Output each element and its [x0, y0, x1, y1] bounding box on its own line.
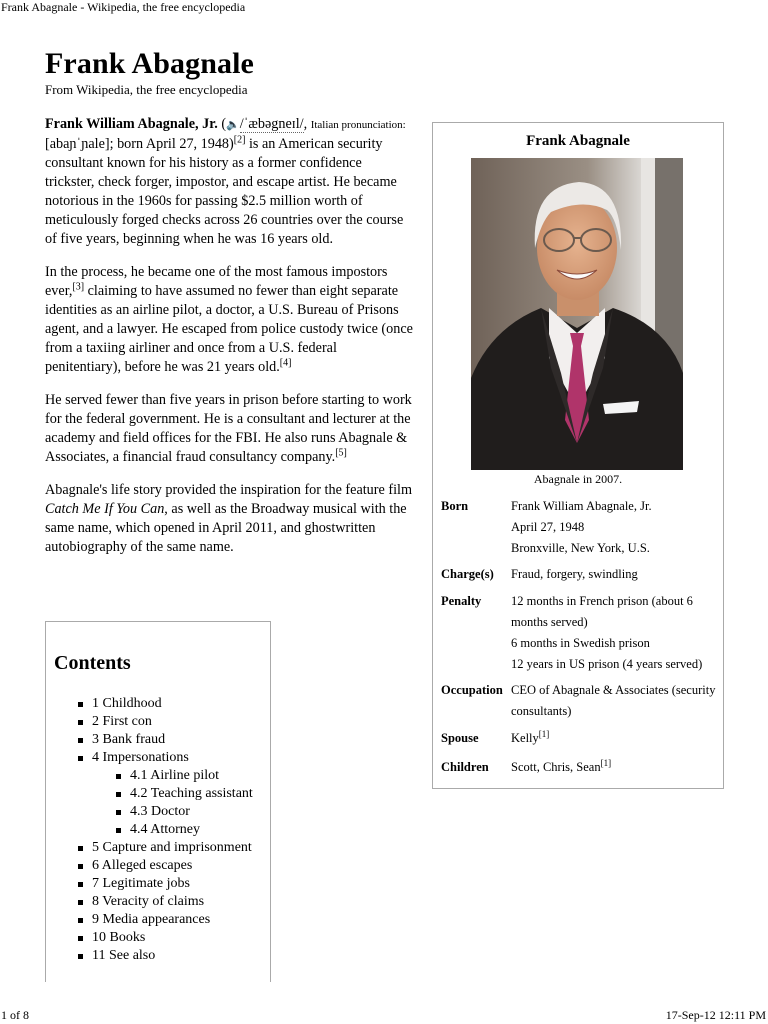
toc-item[interactable]: 7 Legitimate jobs — [78, 875, 253, 893]
toc-item[interactable]: 2 First con — [78, 713, 253, 731]
subject-name: Frank William Abagnale, Jr. — [45, 116, 218, 132]
paragraph-prison: He served fewer than five years in prison before starting to work for the federal government. He is a consultant and lecturer at the academy and field offices for the FBI. He also runs Abagnale & Associates, a financial fraud consultancy company.[5] — [45, 392, 412, 465]
spouse-value: Kelly[1] — [511, 728, 550, 745]
children-label: Children — [441, 760, 489, 774]
penalty-value: 12 months in French prison (about 6 months served) 6 months in Swedish prison 12 years in US prison (4 years served) — [511, 594, 703, 671]
charges-label: Charge(s) — [441, 567, 494, 581]
charges-value: Fraud, forgery, swindling — [511, 567, 638, 581]
citation-2[interactable]: [2] — [233, 134, 246, 146]
toc-item[interactable]: 4 Impersonations — [78, 749, 253, 767]
paragraph-impostor: In the process, he became one of the most famous impostors ever,[3] claiming to have assumed no fewer than eight separate identities as an airline pilot, a doctor, a U.S. Bureau of Prisons agent, and a lawyer. He escaped from police custody twice (once from a taxiing airliner and once from a U.S. federal penitentiary), before he was 21 years old.[4] — [45, 264, 413, 375]
born-value: Frank William Abagnale, Jr. April 27, 1948 Bronxville, New York, U.S. — [511, 499, 652, 555]
occupation-label: Occupation — [441, 683, 503, 697]
children-value: Scott, Chris, Sean[1] — [511, 757, 612, 774]
tagline: From Wikipedia, the free encyclopedia — [45, 82, 248, 97]
photo-caption: Abagnale in 2007. — [533, 472, 623, 486]
citation-1[interactable]: [1] — [538, 728, 550, 739]
occupation-value: CEO of Abagnale & Associates (security consultants) — [511, 683, 716, 718]
portrait-photo[interactable] — [471, 158, 683, 470]
spouse-label: Spouse — [441, 731, 479, 745]
citation-1[interactable]: [1] — [600, 757, 612, 768]
italian-pronunciation-link[interactable]: Italian pronunciation: — [310, 119, 406, 131]
speaker-icon[interactable]: 🔈 — [226, 119, 240, 131]
toc-title: Contents — [54, 652, 131, 674]
print-datetime: 17-Sep-12 12:11 PM — [665, 1008, 766, 1022]
toc-list — [78, 695, 253, 965]
table-of-contents — [45, 621, 271, 982]
toc-item[interactable]: 1 Childhood — [78, 695, 253, 713]
infobox — [432, 122, 724, 789]
penalty-label: Penalty — [441, 594, 482, 608]
paragraph-film: Abagnale's life story provided the inspiration for the feature film Catch Me If You Can, as well as the Broadway musical with the same name, which opened in April 2011, and ghostwritten autobiography of the same name. — [45, 482, 412, 555]
article-body — [45, 115, 413, 571]
paragraph-intro: Frank William Abagnale, Jr. (🔈/ˈæbəgneɪl/, Italian pronunciation: [abaɲˈɲale]; born April 27, 1948)[2] is an American security consultant known for his history as a former confidence trickster, check forger, impostor, and escape artist. He became notorious in the 1960s for passing $2.5 million worth of meticulously forged checks across 26 countries over the course of five years, beginning when he was 16 years old. — [45, 116, 406, 247]
born-label: Born — [441, 499, 469, 513]
page-number: 1 of 8 — [1, 1008, 29, 1022]
citation-4[interactable]: [4] — [279, 357, 292, 369]
page-title: Frank Abagnale — [45, 47, 254, 80]
toc-item[interactable]: 11 See also — [78, 947, 253, 965]
ipa-pronunciation[interactable]: /ˈæbəgneɪl/ — [239, 116, 304, 132]
infobox-title: Frank Abagnale — [526, 133, 630, 149]
toc-subitem[interactable]: 4.1 Airline pilot — [116, 767, 253, 785]
toc-subitem[interactable]: 4.4 Attorney — [116, 821, 253, 839]
toc-item[interactable]: 9 Media appearances — [78, 911, 253, 929]
toc-item[interactable]: 3 Bank fraud — [78, 731, 253, 749]
citation-5[interactable]: [5] — [335, 447, 347, 459]
film-link[interactable]: Catch Me If You Can — [45, 501, 165, 517]
toc-item[interactable]: 10 Books — [78, 929, 253, 947]
toc-item[interactable]: 6 Alleged escapes — [78, 857, 253, 875]
toc-subitem[interactable]: 4.3 Doctor — [116, 803, 253, 821]
citation-3[interactable]: [3] — [72, 281, 85, 293]
toc-subitem[interactable]: 4.2 Teaching assistant — [116, 785, 253, 803]
print-header: Frank Abagnale - Wikipedia, the free encyclopedia — [1, 0, 246, 14]
toc-item[interactable]: 5 Capture and imprisonment — [78, 839, 253, 857]
toc-item[interactable]: 8 Veracity of claims — [78, 893, 253, 911]
